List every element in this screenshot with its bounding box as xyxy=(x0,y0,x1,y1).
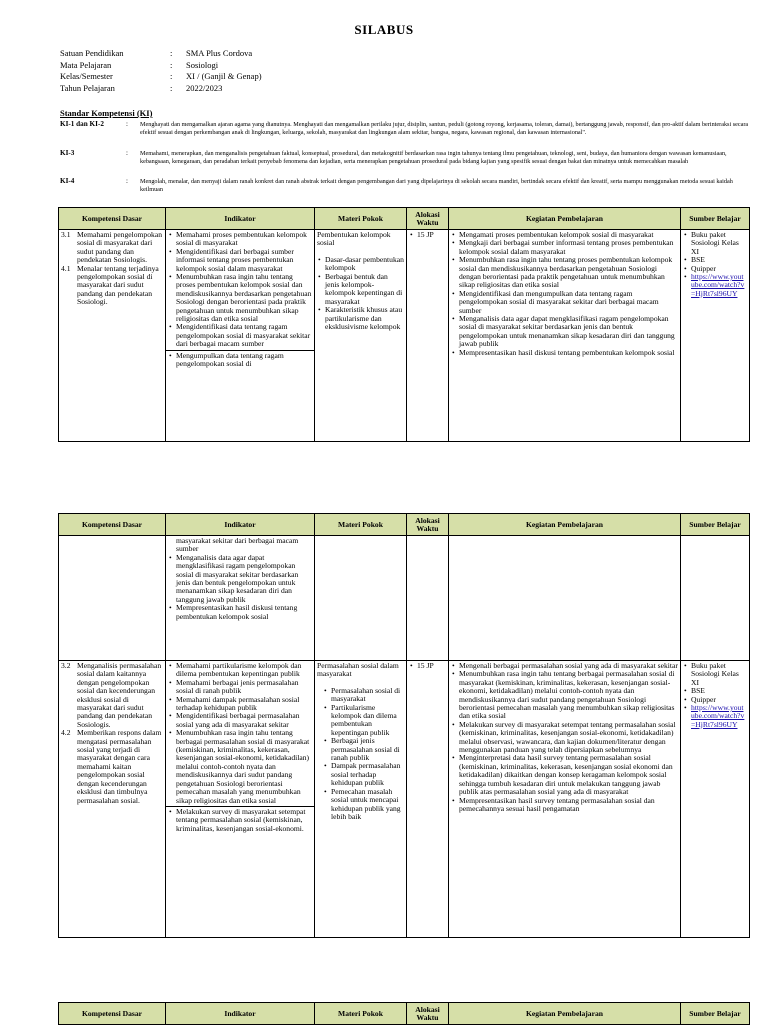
alokasi-cell xyxy=(407,536,449,661)
ki-text: Memahami, menerapkan, dan menganalisis pengetahuan faktual, konseptual, prosedural, dan metakognitif berdasarkan rasa ingin tahunya tentang ilmu pengetahuan, teknologi, seni, budaya, dan humaniora dengan wawasan kemanusiaan, kebangsaan, kenegaraan, dan peradaban terkait penyebab fenomena dan kejadian, serta menerapkan pengetahuan prosedural pada bidang kajian yang spesifik sesuai dengan bakat dan minatnya untuk memecahkan masalah xyxy=(140,150,727,165)
kd-cell xyxy=(59,536,166,661)
table-header-row xyxy=(59,208,750,230)
kegiatan-cell xyxy=(449,230,681,442)
table-header-row xyxy=(59,1003,750,1025)
list-item: • Permasalahan sosial di masyarakat xyxy=(331,687,404,704)
list-item: • Menumbuhkan rasa ingin tahu tentang berbagai permasalahan sosial di masyarakat (kemiskinan, kriminalitas, kekerasan, kesenjangan sosial-ekonomi, ketidakadilan) melalui contoh-contoh nyata dan mendiskusikannya dari sudut pandang pengetahuan Sosiologi berorientasi pemecahan masalah yang menumbuhkan sikap religiositas dan etika sosial xyxy=(459,670,678,720)
info-key: Tahun Pelajaran xyxy=(60,82,115,93)
list-item: • Dampak permasalahan sosial terhadap kehidupan publik xyxy=(331,762,404,787)
alokasi-cell xyxy=(407,230,449,442)
table-row xyxy=(59,230,750,442)
list-item: • Mengamati proses pembentukan kelompok sosial di masyarakat xyxy=(459,231,678,239)
kd-text: Memahami pengelompokan sosial di masyarakat dari sudut pandang dan pendekatan Sosiologis. xyxy=(77,230,162,265)
materi-title: Permasalahan sosial dalam masyarakat xyxy=(317,661,399,679)
ki-text: Menghayati dan mengamalkan ajaran agama yang dianutnya. Menghayati dan mengamalkan perilaku jujur, disiplin, santun, peduli (gotong royong, kerjasama, toleran, damai), bertanggung jawab, responsif, dan pro-aktif dalam berinteraksi secara efektif sesuai dengan perkembangan anak di lingkungan, keluarga, sekolah, masyarakat dan lingkungan alam sekitar, bangsa, negara, kawasan regional, dan kawasan internasional". xyxy=(140,121,749,136)
list-item: • Quipper xyxy=(691,696,747,704)
materi-cell xyxy=(315,661,407,938)
info-value: 2022/2023 xyxy=(186,82,223,93)
indikator-cell xyxy=(166,661,315,938)
list-item: • Menumbuhkan rasa ingin tahu tentang proses pembentukan kelompok sosial dan mendiskusikannya berdasarkan pengetahuan Sosiologi dengan berorientasi pada praktik pengetahuan untuk menumbuhkan sikap religiositas dan etika sosial xyxy=(176,273,312,323)
info-key: Kelas/Semester xyxy=(60,71,113,81)
list-item: • Melakukan survey di masyarakat setempat tentang permasalahan sosial (kemiskinan, kriminalitas, kesenjangan sosial-ekonomi, ketidakadilan) melalui observasi, wawancara, dan kajian dokumen/literatur dengan menggunakan panduan yang telah dipersiapkan sebelumnya xyxy=(459,721,678,755)
header-alokasi: Alokasi Waktu xyxy=(407,208,449,230)
kegiatan-cell xyxy=(449,536,681,661)
header-sumber: Sumber Belajar xyxy=(681,1003,750,1025)
header-materi: Materi Pokok xyxy=(315,514,407,536)
alokasi-value: • 15 JP xyxy=(417,231,446,239)
header-kegiatan: Kegiatan Pembelajaran xyxy=(449,514,681,536)
ki-1-2: KI-1 dan KI-2 : Menghayati dan mengamalkan ajaran agama yang dianutnya. Menghayati dan mengamalkan perilaku jujur, disiplin, santun, peduli (gotong royong, kerjasama, toleran, damai), bertanggung jawab, responsif, dan pro-aktif dalam berinteraksi secara efektif sesuai dengan perkembangan anak di lingkungan, keluarga, sekolah, masyarakat dan lingkungan alam sekitar, bangsa, negara, kawasan regional, dan kawasan internasional". xyxy=(60,120,749,136)
kegiatan-cell xyxy=(449,661,681,938)
info-value: XI / (Ganjil & Genap) xyxy=(186,71,262,81)
indikator-continued: masyarakat sekitar dari berbagai macam sumber xyxy=(176,536,299,554)
info-value: SMA Plus Cordova xyxy=(186,48,253,58)
list-item: • Memahami berbagai jenis permasalahan sosial di ranah publik xyxy=(176,679,312,696)
list-item: • Memahami dampak permasalahan sosial terhadap kehidupan publik xyxy=(176,696,312,713)
ki-4: KI-4 : Mengolah, menalar, dan menyaji dalam ranah konkret dan ranah abstrak terkait dengan pengembangan dari yang dipelajarinya di sekolah secara mandiri, bertindak secara efektif dan kreatif, serta mampu menggunakan metoda sesuai kaidah keilmuan xyxy=(60,178,750,193)
materi-title: Pembentukan kelompok sosial xyxy=(317,230,391,248)
list-item: • Karakteristik khusus atau partikularisme dan eksklusivisme kelompok xyxy=(325,306,404,331)
list-item: • Memahami partikularisme kelompok dan dilema pembentukan kepentingan publik xyxy=(176,662,312,679)
list-item: • Buku paket Sosiologi Kelas XI xyxy=(691,231,747,256)
header-sumber: Sumber Belajar xyxy=(681,208,750,230)
list-item: • Mempresentasikan hasil diskusi tentang pembentukan kelompok sosial xyxy=(459,349,678,357)
list-item: • Quipper xyxy=(691,265,747,273)
header-alokasi: Alokasi Waktu xyxy=(407,514,449,536)
kd-text: Memberikan respons dalam mengatasi permasalahan sosial yang terjadi di masyarakat dengan cara memahami kaitan pengelompokan sosial dengan kecenderungan eksklusi dan timbulnya permasalahan sosial. xyxy=(77,728,162,805)
list-item: • Mempresentasikan hasil survey tentang permasalahan sosial dan pemecahannya sesuai hasil pengamatan xyxy=(459,797,678,814)
header-sumber: Sumber Belajar xyxy=(681,514,750,536)
sumber-cell xyxy=(681,536,750,661)
standar-kompetensi-heading: Standar Kompetensi (KI) xyxy=(60,108,153,118)
list-item: • Menganalisis data agar dapat mengklasifikasi ragam pengelompokan sosial di masyarakat sekitar berdasarkan jenis dan bentuk pengelompokan untuk menanamkan sikap kesadaran diri dan tanggung jawab publik xyxy=(176,554,312,604)
ki-text: Mengolah, menalar, dan menyaji dalam ranah konkret dan ranah abstrak terkait dengan pengembangan dari yang dipelajarinya di sekolah secara mandiri, bertindak secara efektif dan kreatif, serta mampu menggunakan metoda sesuai kaidah keilmuan xyxy=(140,178,733,193)
header-kegiatan: Kegiatan Pembelajaran xyxy=(449,1003,681,1025)
kd-number: 4.1 xyxy=(61,263,71,273)
list-item: • Menumbuhkan rasa ingin tahu tentang proses pembentukan kelompok sosial dan mendiskusikannya berdasarkan pengetahuan Sosiologi dengan berorientasi pada praktik pengetahuan untuk menumbuhkan sikap religiositas dan etika sosial xyxy=(459,256,678,290)
info-key: Satuan Pendidikan xyxy=(60,48,124,58)
list-item: • Pemecahan masalah sosial untuk mencapai kehidupan publik yang lebih baik xyxy=(331,788,404,822)
info-value: Sosiologi xyxy=(186,59,219,70)
kd-number: 4.2 xyxy=(61,728,71,738)
table-row xyxy=(59,536,750,661)
header-indikator: Indikator xyxy=(166,514,315,536)
list-item: • BSE xyxy=(691,687,747,695)
syllabus-table-page-3 xyxy=(58,1002,750,1025)
list-item: • Menumbuhkan rasa ingin tahu tentang berbagai permasalahan sosial di masyarakat (kemiskinan, kriminalitas, kekerasan, kesenjangan sosial-ekonomi, ketidakadilan) melalui contoh-contoh nyata dan mendiskusikannya dari sudut pandang pengetahuan Sosiologi berorientasi pemecahan masalah yang menumbuhkan sikap religiositas dan etika sosial xyxy=(176,729,312,805)
table-header-row xyxy=(59,514,750,536)
ki-label: KI-1 dan KI-2 xyxy=(60,120,104,128)
kd-text: Menalar tentang terjadinya pengelompokan sosial di masyarakat dari sudut pandang dan pendekatan Sosiologi. xyxy=(77,263,159,307)
youtube-link-text[interactable]: https://www.youtube.com/watch?v=HjRt7sl96UY xyxy=(691,272,745,298)
list-item: • Mengidentifikasi berbagai permasalahan sosial yang ada di masyarakat sekitar xyxy=(176,712,312,729)
list-item: • Mengidentifikasi dari berbagai sumber informasi tentang proses pembentukan kelompok sosial dalam masyarakat xyxy=(176,248,312,273)
list-item: • BSE xyxy=(691,256,747,264)
kd-number: 3.1 xyxy=(61,230,71,239)
list-item: • Buku paket Sosiologi Kelas XI xyxy=(691,662,747,687)
info-row-class: Kelas/Semester : XI / (Ganjil & Genap) xyxy=(60,71,262,81)
list-item: • Mengumpulkan data tentang ragam pengelompokan sosial di xyxy=(176,352,312,369)
kd-cell xyxy=(59,230,166,442)
header-indikator: Indikator xyxy=(166,1003,315,1025)
list-item: • Berbagai bentuk dan jenis kelompok-kelompok kepentingan di masyarakat xyxy=(325,273,404,307)
sumber-cell xyxy=(681,661,750,938)
syllabus-table-page-2 xyxy=(58,513,750,938)
kd-text: Menganalisis permasalahan sosial dalam kaitannya dengan pengelompokan sosial dan kecenderungan eksklusi sosial di masyarakat dari sudut pandang dan pendekatan Sosiologis. xyxy=(77,661,162,729)
materi-cell xyxy=(315,230,407,442)
youtube-link[interactable] xyxy=(691,704,747,729)
ki-label: KI-3 xyxy=(60,149,75,157)
list-item: • Memahami proses pembentukan kelompok sosial di masyarakat xyxy=(176,231,312,248)
list-item: • Menginterpretasi data hasil survey tentang permasalahan sosial (kemiskinan, kriminalitas, kekerasan, kesenjangan sosial ekonomi dan ketidakadilan) dikaitkan dengan konsep keragaman kelompok sosial sehingga tumbuh kesadaran diri untuk melakukan tanggung jawab publik atas permasalahan sosial yang ada di masyarakat xyxy=(459,754,678,796)
ki-label: KI-4 xyxy=(60,177,75,185)
info-key: Mata Pelajaran xyxy=(60,59,112,70)
header-kd: Kompetensi Dasar xyxy=(59,208,166,230)
info-row-year: Tahun Pelajaran : 2022/2023 xyxy=(60,82,223,93)
youtube-link-text[interactable]: https://www.youtube.com/watch?v=HjRt7sl96UY xyxy=(691,703,745,729)
header-alokasi: Alokasi Waktu xyxy=(407,1003,449,1025)
list-item: • Dasar-dasar pembentukan kelompok xyxy=(325,256,404,273)
header-kegiatan: Kegiatan Pembelajaran xyxy=(449,208,681,230)
list-item: • Mempresentasikan hasil diskusi tentang pembentukan kelompok sosial xyxy=(176,604,312,621)
info-row-school: Satuan Pendidikan : SMA Plus Cordova xyxy=(60,48,253,58)
indikator-cell xyxy=(166,536,315,661)
ki-3: KI-3 : Memahami, menerapkan, dan menganalisis pengetahuan faktual, konseptual, prosedural, dan metakognitif berdasarkan rasa ingin tahunya tentang ilmu pengetahuan, teknologi, seni, budaya, dan humaniora dengan wawasan kemanusiaan, kebangsaan, kenegaraan, dan peradaban terkait penyebab fenomena dan kejadian, serta menerapkan pengetahuan prosedural pada bidang kajian yang spesifik sesuai dengan bakat dan minatnya untuk memecahkan masalah xyxy=(60,150,750,165)
list-item: • Menganalisis data agar dapat mengklasifikasi ragam pengelompokan sosial di masyarakat sekitar berdasarkan jenis dan bentuk pengelompokan untuk menanamkan sikap kesadaran diri dan tanggung jawab publik xyxy=(459,315,678,349)
kd-number: 3.2 xyxy=(61,661,71,670)
list-item: • Melakukan survey di masyarakat setempat tentang permasalahan sosial (kemiskinan, kriminalitas, kesenjangan sosial-ekonomi. xyxy=(176,808,312,833)
header-kd: Kompetensi Dasar xyxy=(59,1003,166,1025)
kd-cell xyxy=(59,661,166,938)
sumber-cell xyxy=(681,230,750,442)
materi-cell xyxy=(315,536,407,661)
alokasi-value: • 15 JP xyxy=(417,662,446,670)
list-item: • Mengkaji dari berbagai sumber informasi tentang proses pembentukan kelompok sosial dalam masyarakat xyxy=(459,239,678,256)
table-row xyxy=(59,661,750,938)
course-info xyxy=(60,48,262,94)
list-item: • Partikularisme kelompok dan dilema pembentukan kepentingan publik xyxy=(331,704,404,738)
indikator-cell xyxy=(166,230,315,442)
document-title: SILABUS xyxy=(354,22,414,37)
header-materi: Materi Pokok xyxy=(315,1003,407,1025)
list-item: • Berbagai jenis permasalahan sosial di ranah publik xyxy=(331,737,404,762)
syllabus-table-page-1 xyxy=(58,207,750,442)
youtube-link[interactable] xyxy=(691,273,747,298)
alokasi-cell xyxy=(407,661,449,938)
list-item: • Mengidentifikasi dan mengumpulkan data tentang ragam pengelompokan sosial di masyarakat sekitar dari berbagai macam sumber xyxy=(459,290,678,315)
header-kd: Kompetensi Dasar xyxy=(59,514,166,536)
info-row-subject: Mata Pelajaran : Sosiologi xyxy=(60,59,219,70)
header-materi: Materi Pokok xyxy=(315,208,407,230)
header-indikator: Indikator xyxy=(166,208,315,230)
list-item: • Mengidentifikasi data tentang ragam pengelompokan sosial di masyarakat sekitar dari berbagai macam sumber xyxy=(176,323,312,348)
list-item: • Mengenali berbagai permasalahan sosial yang ada di masyarakat sekitar xyxy=(459,662,678,670)
